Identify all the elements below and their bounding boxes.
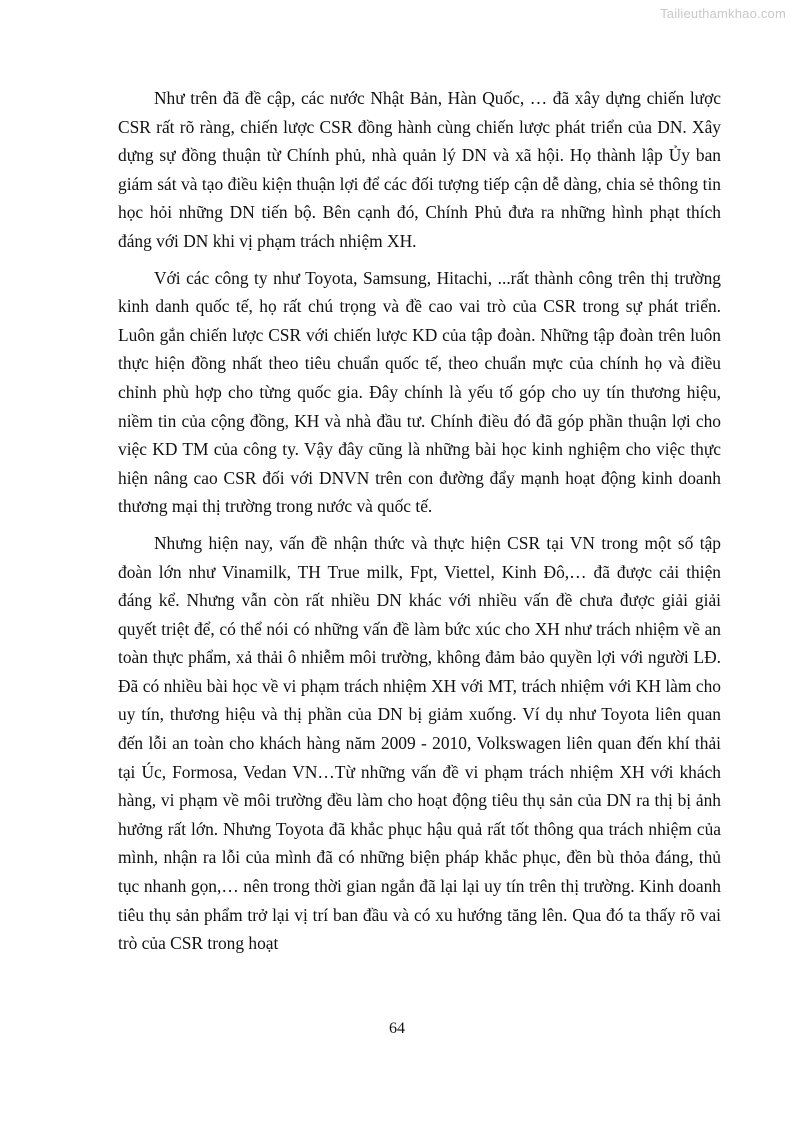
paragraph: Như trên đã đề cập, các nước Nhật Bản, Hàn Quốc, … đã xây dựng chiến lược CSR rất rõ ràng, chiến lược CSR đồng hành cùng chiến lược phát triển của DN. Xây dựng sự đồng thuận từ Chính phủ, nhà quản lý DN và xã hội. Họ thành lập Ủy ban giám sát và tạo điều kiện thuận lợi để các đối tượng tiếp cận dễ dàng, chia sẻ thông tin học hỏi những DN tiến bộ. Bên cạnh đó, Chính Phủ đưa ra những hình phạt thích đáng với DN khi vị phạm trách nhiệm XH. [118, 88, 721, 251]
watermark: Tailieuthamkhao.com [660, 6, 786, 21]
paragraph: Với các công ty như Toyota, Samsung, Hitachi, ...rất thành công trên thị trường kinh danh quốc tế, họ rất chú trọng và đề cao vai trò của CSR trong sự phát triển. Luôn gắn chiến lược CSR với chiến lược KD của tập đoàn. Những tập đoàn trên luôn thực hiện đồng nhất theo tiêu chuẩn quốc tế, theo chuẩn mực của chính họ và điều chỉnh phù hợp cho từng quốc gia. Đây chính là yếu tố góp cho uy tín thương hiệu, niềm tin của cộng đồng, KH và nhà đầu tư. Chính điều đó đã góp phần thuận lợi cho việc KD TM của công ty. Vậy đây cũng là những bài học kinh nghiệm cho việc thực hiện nâng cao CSR đối với DNVN trên con đường đẩy mạnh hoạt động kinh doanh thương mại thị trường trong nước và quốc tế. [118, 267, 721, 517]
document-body [118, 84, 721, 966]
page-number: 64 [389, 1020, 405, 1037]
paragraph: Nhưng hiện nay, vấn đề nhận thức và thực hiện CSR tại VN trong một số tập đoàn lớn như Vinamilk, TH True milk, Fpt, Viettel, Kinh Đô,… đã được cải thiện đáng kể. Nhưng vẫn còn rất nhiều DN khác với nhiều vấn đề chưa được giải giải quyết triệt để, có thể nói có những vấn đề làm bức xúc cho XH như trách nhiệm về an toàn thực phẩm, xả thải ô nhiễm môi trường, không đảm bảo quyền lợi với người LĐ. Đã có nhiều bài học về vi phạm trách nhiệm XH với MT, trách nhiệm với KH làm cho uy tín, thương hiệu và thị phần của DN bị giảm xuống. Ví dụ như Toyota liên quan đến lỗi an toàn cho khách hàng năm 2009 - 2010, Volkswagen liên quan đến khí thải tại Úc, Formosa, Vedan VN…Từ những vấn đề vi phạm trách nhiệm XH với khách hàng, vi phạm về môi trường đều làm cho hoạt động tiêu thụ sản của DN ra thị bị ảnh hưởng rất lớn. Nhưng Toyota đã khắc phục hậu quả rất tốt thông qua trách nhiệm của mình, nhận ra lỗi của mình đã có những biện pháp khắc phục, đền bù thỏa đáng, thủ tục nhanh gọn,… nên trong thời gian ngắn đã lại lại uy tín trên thị trường. Kinh doanh tiêu thụ sản phẩm trở lại vị trí ban đầu và có xu hướng tăng lên. Qua đó ta thấy rõ vai trò của CSR trong hoạt [118, 532, 721, 954]
